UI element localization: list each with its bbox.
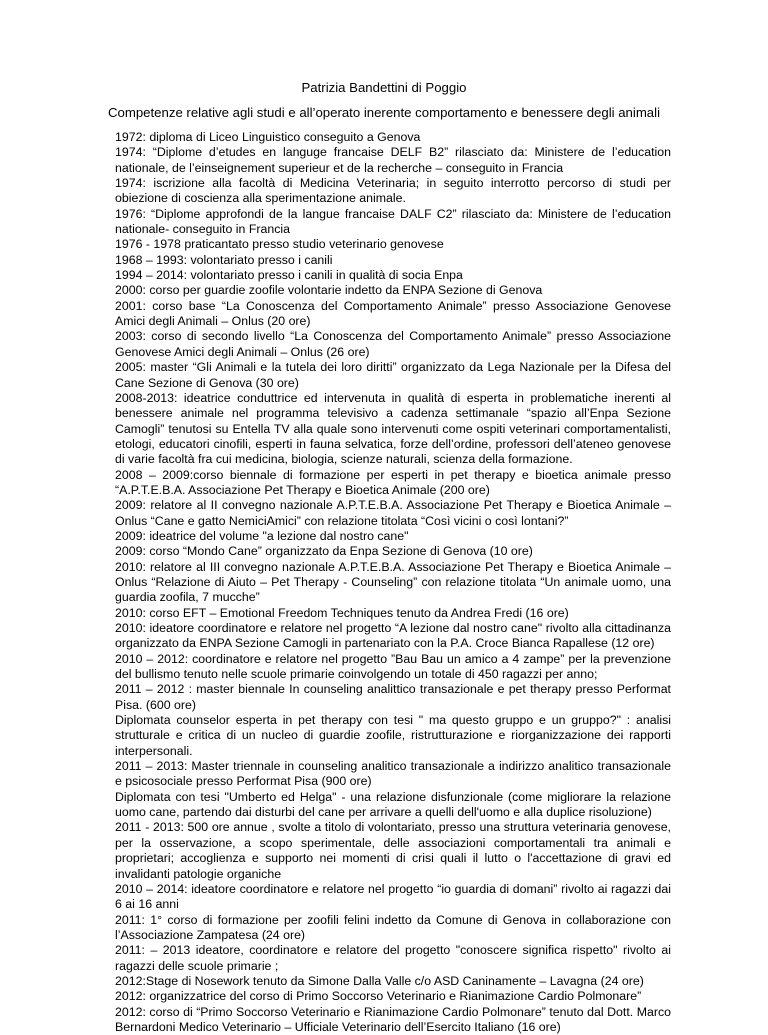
entry-item: 1976 - 1978 praticantato presso studio veterinario genovese [115, 237, 444, 252]
entry-item: 2011: 1° corso di formazione per zoofili felini indetto da Comune di Genova in collaborazione con l’Associazione Zampatesa (24 ore) [115, 912, 671, 942]
entry-item: 2009: relatore al II convegno nazionale A.P.T.E.B.A. Associazione Pet Therapy e Bioetica Animale – Onlus “Cane e gatto NemiciAmici” con relazione titolata “Così vicini o così lontani?” [115, 498, 671, 528]
entry-item: 2011 – 2013: Master triennale in counseling analitico transazionale a indirizzo analitico transazionale e psicosociale presso Performat Pisa (900 ore) [115, 759, 671, 789]
entry-item: Diplomata con tesi "Umberto ed Helga" - una relazione disfunzionale (come migliorare la relazione uomo cane, partendo dai disturbi del cane per arrivare a quelli dell'uomo e alla duplice risoluzione) [115, 789, 671, 820]
entry-item: 1976: “Diplome approfondi de la langue francaise DALF C2” rilasciato da: Ministere de l’education nationale- conseguito in Francia [115, 206, 671, 237]
entry-item: 2012: organizzatrice del corso di Primo Soccorso Veterinario e Rianimazione Cardio Polmonare” [115, 989, 642, 1004]
entry-item: 2012: corso di “Primo Soccorso Veterinario e Rianimazione Cardio Polmonare” tenuto dal Dott. Marco Bernardoni Medico Veterinario – Ufficiale Veterinario dell’Esercito Italiano (16 ore) [115, 1004, 671, 1034]
entries-list [115, 130, 671, 1035]
entry-item: 2009: corso “Mondo Cane” organizzato da Enpa Sezione di Genova (10 ore) [115, 544, 533, 559]
entry-item: Diplomata counselor esperta in pet therapy con tesi " ma questo gruppo e un gruppo?" : analisi strutturale e critica di un nucleo di guardie zoofile, ristrutturazione e riorganizzazione dei rapporti interpersonali. [115, 713, 671, 758]
entry-item: 2008-2013: ideatrice conduttrice ed intervenuta in qualità di esperta in problematiche inerenti al benessere animale nel programma televisivo a cadenza settimanale “spazio all’Enpa Sezione Camogli” tenutosi su Entella TV alla quale sono intervenuti come ospiti veterinari comportamentalisti, etologi, educatori cinofili, esperti in fauna selvatica, forze dell’ordine, professori dell’ateneo genovese di varie facoltà fra cui medicina, biologia, scienze naturali, scienza della formazione. [115, 390, 671, 467]
entry-item: 2000: corso per guardie zoofile volontarie indetto da ENPA Sezione di Genova [115, 283, 543, 298]
entry-item: 2005: master “Gli Animali e la tutela dei loro diritti” organizzato da Lega Nazionale per la Difesa del Cane Sezione di Genova (30 ore) [115, 360, 671, 390]
entry-item: 2003: corso di secondo livello “La Conoscenza del Comportamento Animale” presso Associazione Genovese Amici degli Animali – Onlus (26 ore) [115, 329, 671, 359]
entry-item: 2010 – 2014: ideatore coordinatore e relatore nel progetto “io guardia di domani” rivolto ai ragazzi dai 6 ai 16 anni [115, 881, 671, 912]
entry-item: 1974: iscrizione alla facoltà di Medicina Veterinaria; in seguito interrotto percorso di studi per obiezione di coscienza alla sperimentazione animale. [115, 176, 671, 206]
entry-item: 2010: corso EFT – Emotional Freedom Techniques tenuto da Andrea Fredi (16 ore) [115, 605, 569, 620]
entry-item: 2010: relatore al III convegno nazionale A.P.T.E.B.A. Associazione Pet Therapy e Bioetica Animale – Onlus “Relazione di Aiuto – Pet Therapy - Counseling” con relazione titolata “Un animale uomo, una guardia zoofila, 7 mucche” [115, 559, 671, 605]
entry-item: 2012:Stage di Nosework tenuto da Simone Dalla Valle c/o ASD Caninamente – Lavagna (24 ore) [115, 973, 644, 988]
entry-item: 2010 – 2012: coordinatore e relatore nel progetto ”Bau Bau un amico a 4 zampe” per la prevenzione del bullismo tenuto nelle scuole primarie coinvolgendo un totale di 450 ragazzi per anno; [115, 651, 671, 682]
entry-item: 2009: ideatrice del volume "a lezione dal nostro cane" [115, 528, 409, 543]
entry-item: 1968 – 1993: volontariato presso i canili [115, 252, 333, 267]
entry-item: 2011 – 2012 : master biennale In counseling analittico transazionale e pet therapy presso Performat Pisa. (600 ore) [115, 682, 671, 712]
entry-item: 2001: corso base “La Conoscenza del Comportamento Animale” presso Associazione Genovese Amici degli Animali – Onlus (20 ore) [115, 298, 671, 329]
entry-item: 2008 – 2009:corso biennale di formazione per esperti in pet therapy e bioetica animale presso “A.P.T.E.B.A. Associazione Pet Therapy e Bioetica Animale (200 ore) [115, 467, 671, 497]
entry-item: 2011: – 2013 ideatore, coordinatore e relatore del progetto "conoscere significa rispetto" rivolto ai ragazzi delle scuole primarie ; [115, 943, 671, 973]
entry-item: 1974: “Diplome d’etudes en languge francaise DELF B2” rilasciato da: Ministere de l’education nationale, de l’einseignement superieur et de la recherche – conseguito in Francia [115, 145, 671, 175]
entry-item: 1972: diploma di Liceo Linguistico conseguito a Genova [115, 130, 421, 144]
entry-item: 2010: ideatore coordinatore e relatore nel progetto “A lezione dal nostro cane" rivolto alla cittadinanza organizzato da ENPA Sezione Camogli in partenariato con la P.A. Croce Bianca Rapallese (12 ore) [115, 621, 671, 651]
entry-item: 1994 – 2014: volontariato presso i canili in qualità di socia Enpa [115, 268, 463, 283]
document-subtitle: Competenze relative agli studi e all’operato inerente comportamento e benessere degli animali [108, 105, 660, 120]
author-name: Patrizia Bandettini di Poggio [301, 80, 467, 95]
entry-item: 2011 - 2013: 500 ore annue , svolte a titolo di volontariato, presso una struttura veterinaria genovese, per la osservazione, a scopo sperimentale, delle associazioni comportamentali tra animali e proprietari; accoglienza e supporto nei momenti di crisi quali il lutto o l'accettazione di gravi ed invalidanti patologie organiche [115, 820, 671, 881]
